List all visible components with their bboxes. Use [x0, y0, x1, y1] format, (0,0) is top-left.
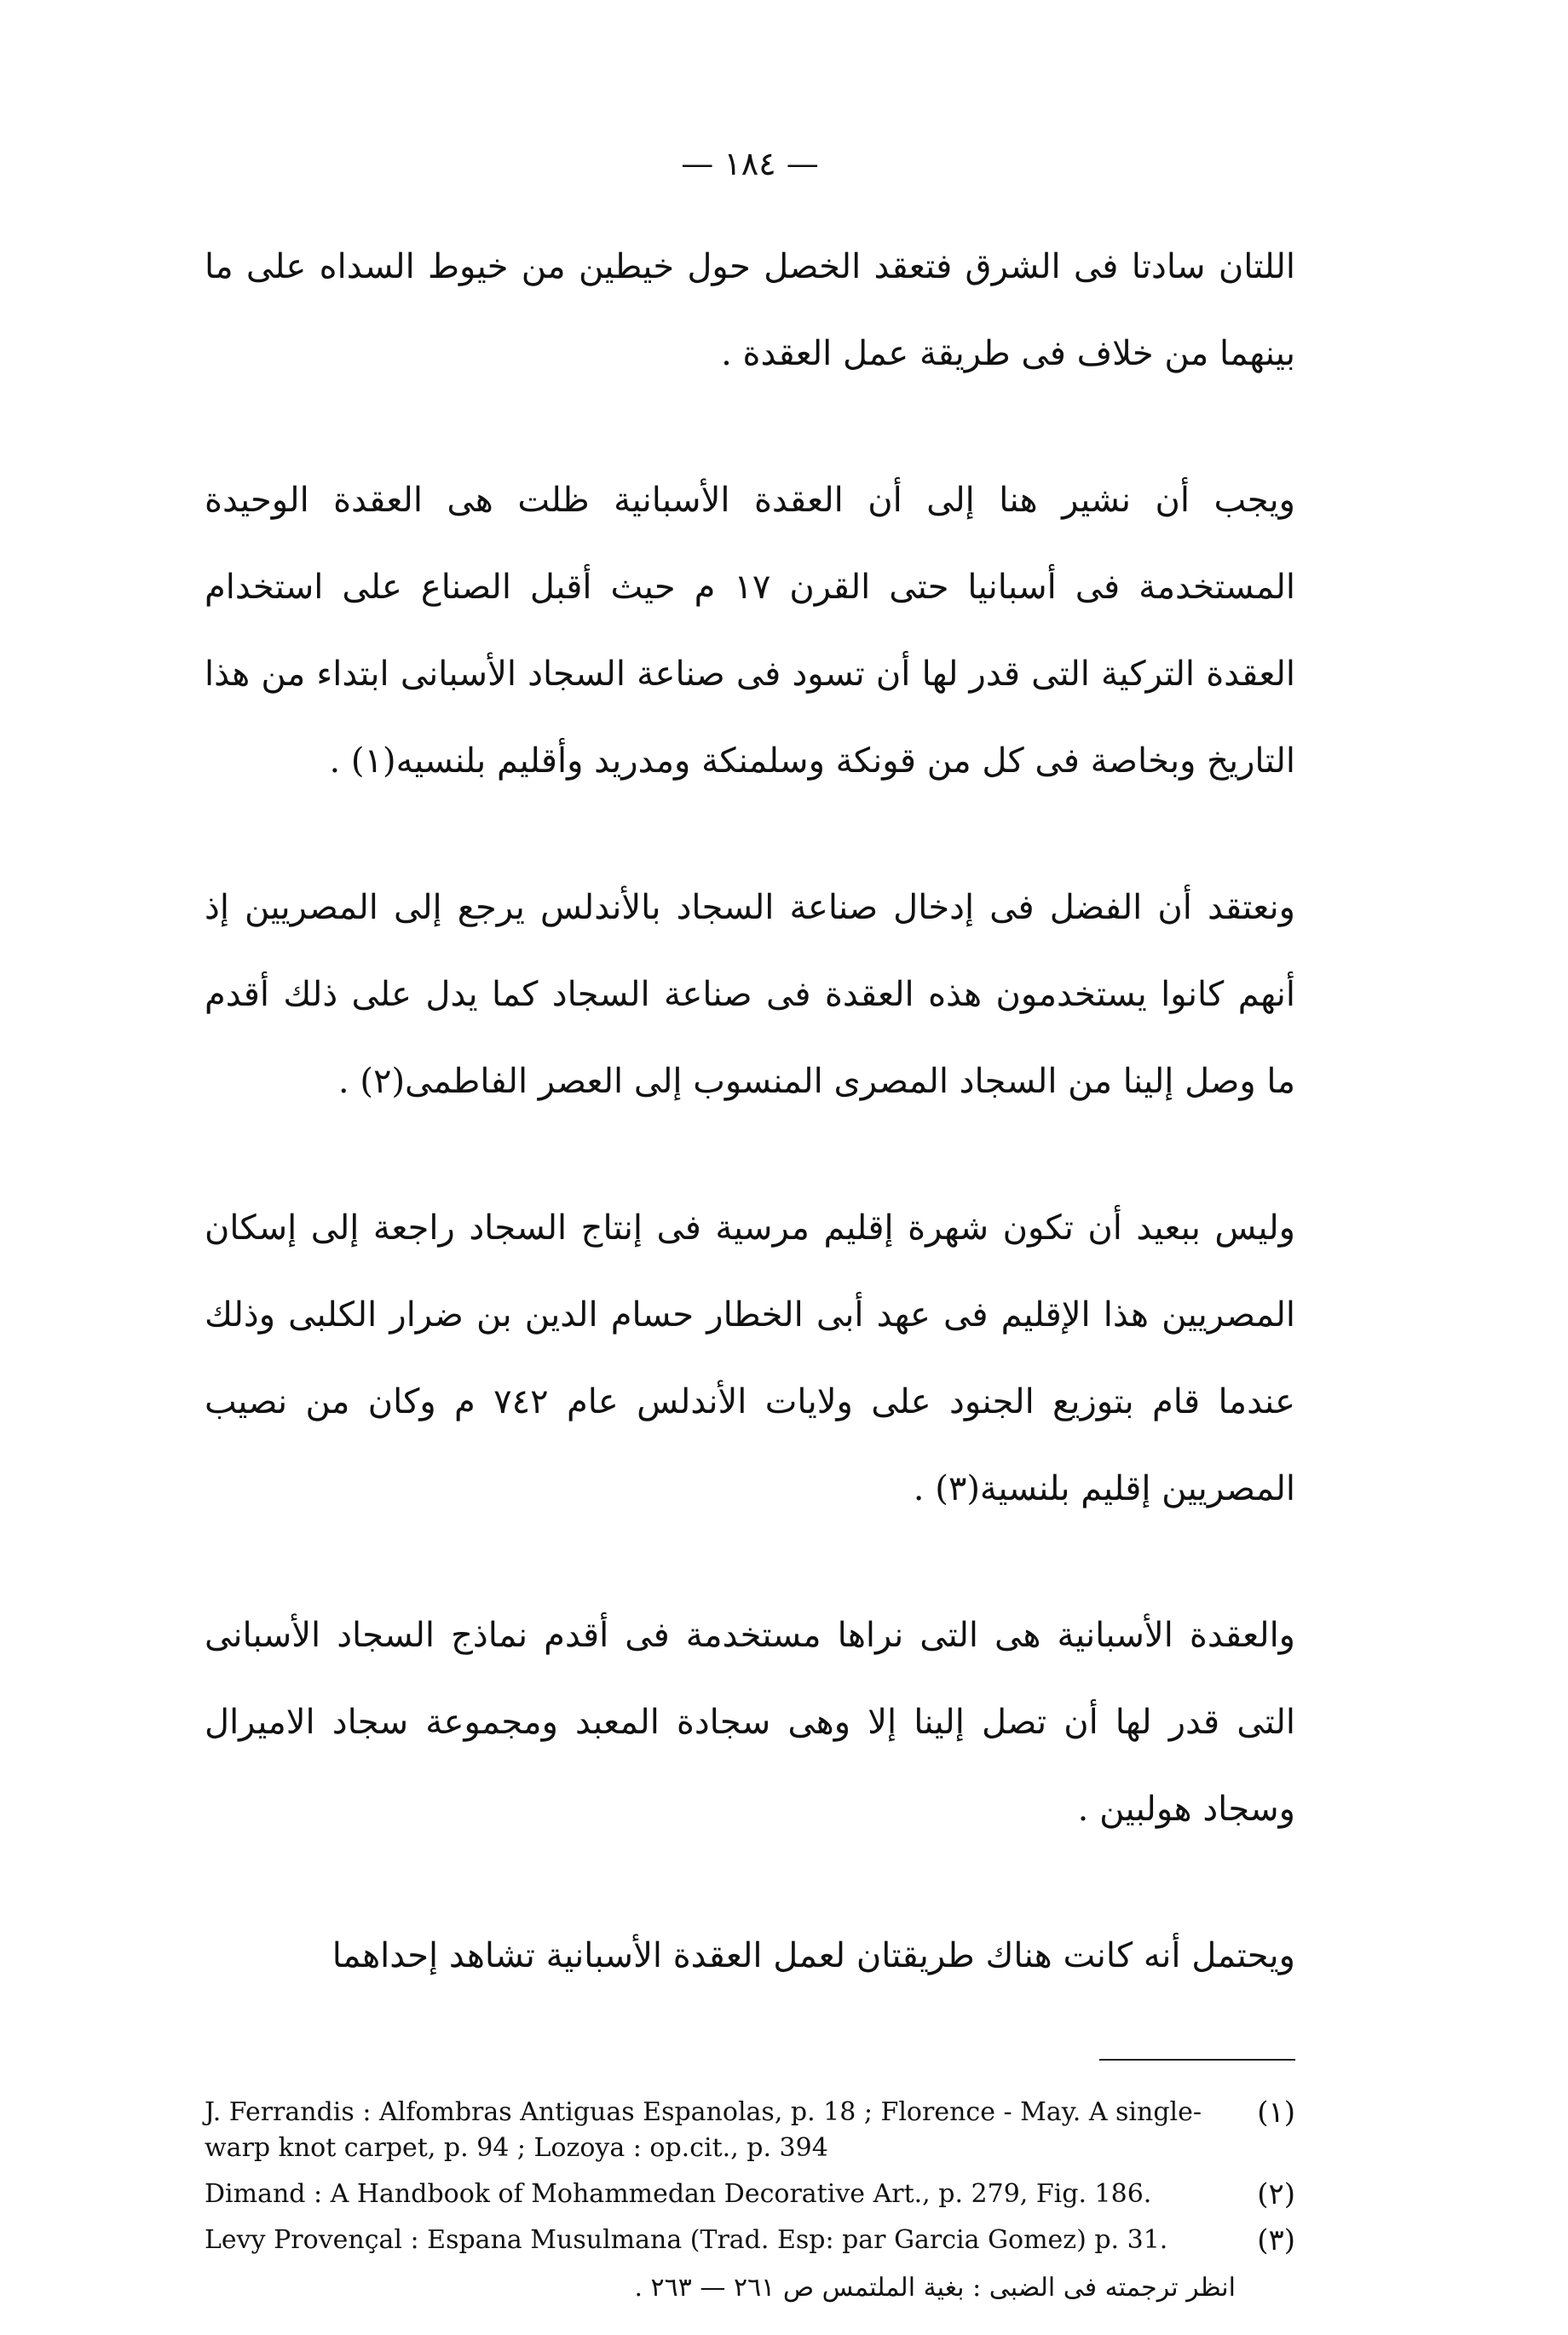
footnote-divider: [1099, 2059, 1295, 2061]
paragraph-5: والعقدة الأسبانية هى التى نراها مستخدمة فى أقدم نماذج السجاد الأسبانى التى قدر لها أن تصل إلينا إلا وهى سجادة المعبد ومجموعة سجاد الاميرال وسجاد هولبين .: [205, 1616, 1295, 1829]
paragraph-3: ونعتقد أن الفضل فى إدخال صناعة السجاد بالأندلس يرجع إلى المصريين إذ أنهم كانوا يستخدمون هذه العقدة فى صناعة السجاد كما يدل على ذلك أقدم ما وصل إلينا من السجاد المصرى المنسوب إلى العصر الفاطمى(٢) .: [205, 888, 1295, 1101]
page-number: — ١٨٤ —: [681, 145, 819, 182]
footnote-2-number: (٢): [1257, 2177, 1295, 2211]
footnote-1-text: J. Ferrandis : Alfombras Antiguas Espanolas, p. 18 ; Florence - May. A single-warp knot carpet, p. 94 ; Lozoya : op.cit., p. 394: [205, 2097, 1202, 2163]
paragraph-6: ويحتمل أنه كانت هناك طريقتان لعمل العقدة الأسبانية تشاهد إحداهما: [331, 1936, 1295, 1975]
footnote-3: [205, 2223, 1295, 2258]
paragraph-4: وليس ببعيد أن تكون شهرة إقليم مرسية فى إنتاج السجاد راجعة إلى إسكان المصريين هذا الإقليم فى عهد أبى الخطار حسام الدين بن ضرار الكلبى وذلك عندما قام بتوزيع الجنود على ولايات الأندلس عام ٧٤٢ م وكان من نصيب المصريين إقليم بلنسية(٣) .: [205, 1208, 1295, 1508]
paragraph-2: ويجب أن نشير هنا إلى أن العقدة الأسبانية ظلت هى العقدة الوحيدة المستخدمة فى أسبانيا حتى القرن ١٧ م حيث أقبل الصناع على استخدام العقدة التركية التى قدر لها أن تسود فى صناعة السجاد الأسبانى ابتداء من هذا التاريخ وبخاصة فى كل من قونكة وسلمنكة ومدريد وأقليم بلنسيه(١) .: [205, 481, 1296, 781]
footnote-2-text: Dimand : A Handbook of Mohammedan Decorative Art., p. 279, Fig. 186.: [205, 2179, 1152, 2209]
footnote-3-text: Levy Provençal : Espana Musulmana (Trad. Esp: par Garcia Gomez) p. 31.: [205, 2225, 1168, 2255]
footnote-3-arabic: انظر ترجمته فى الضبى : بغية الملتمس ص ٢٦١ — ٢٦٣ .: [634, 2273, 1236, 2303]
document-page: [205, 145, 1296, 2303]
footnotes: [205, 2095, 1295, 2306]
footnote-1: [205, 2095, 1295, 2166]
footnote-1-number: (١): [1257, 2096, 1295, 2130]
footnote-3-number: (٣): [1257, 2223, 1295, 2257]
footnote-2: [205, 2176, 1295, 2212]
paragraph-1: اللتان سادتا فى الشرق فتعقد الخصل حول خيطين من خيوط السداه على ما بينهما من خلاف فى طريقة عمل العقدة .: [205, 247, 1295, 373]
body-text: [205, 223, 1295, 1999]
